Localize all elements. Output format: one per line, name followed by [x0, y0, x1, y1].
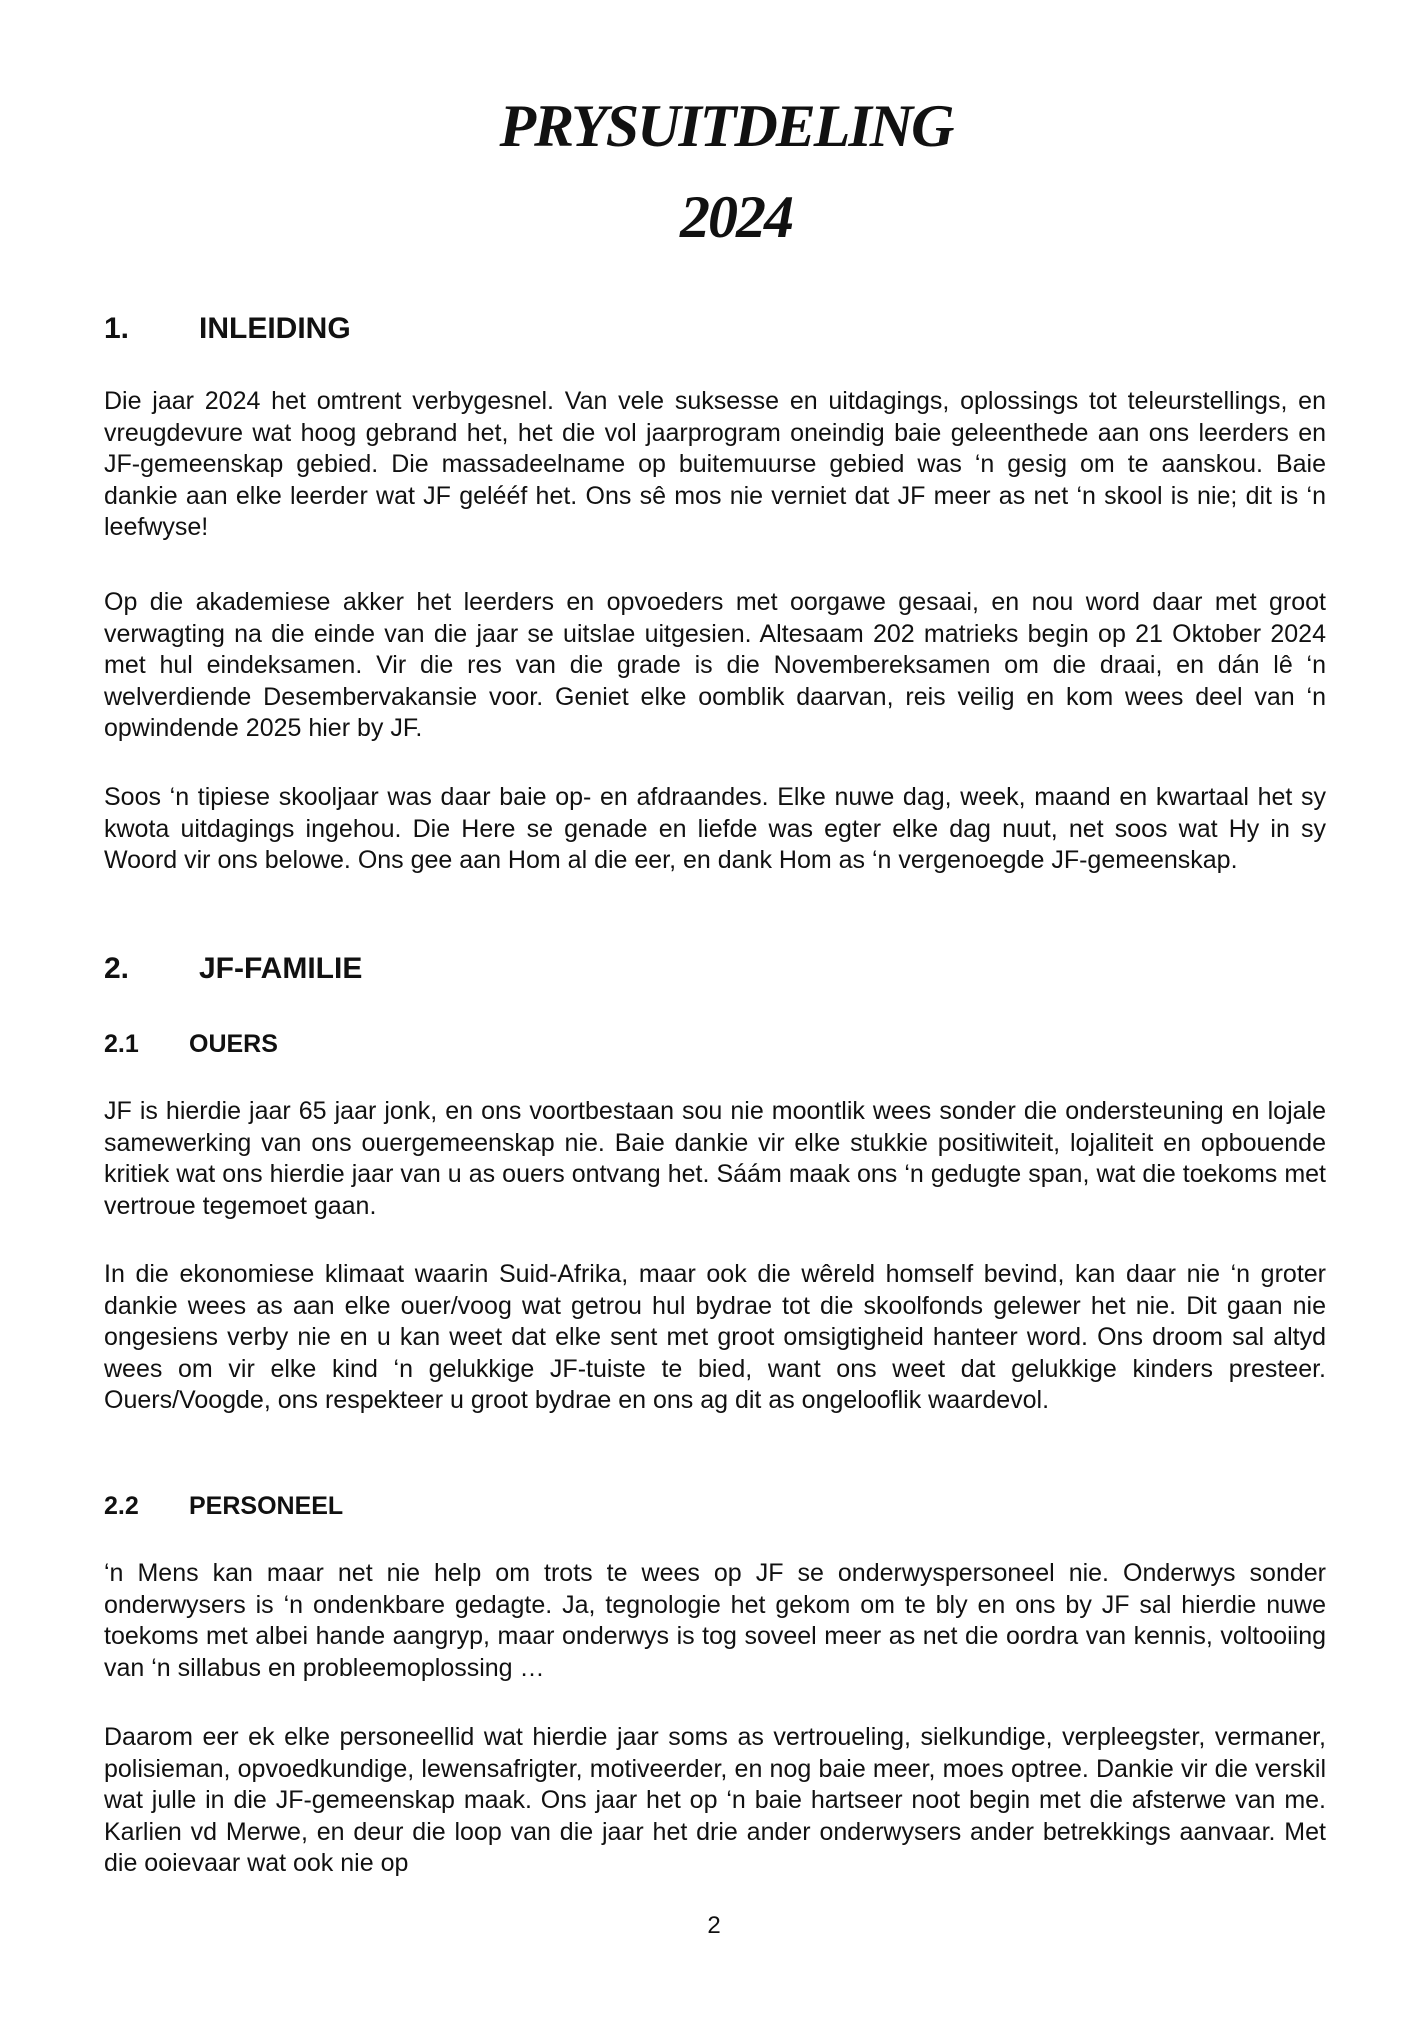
paragraph: Soos ‘n tipiese skooljaar was daar baie op- en afdraandes. Elke nuwe dag, week, maand en kwartaal het sy kwota uitdagings ingehou. Die Here se genade en liefde was egter elke dag nuut, net soos wat Hy in sy Woord vir ons belowe. Ons gee aan Hom al die eer, en dank Hom as ‘n vergenoegde JF-gemeenskap.	[104, 783, 1326, 875]
page-number: 2	[707, 1912, 721, 1939]
subsection-heading-personeel	[104, 1492, 343, 1521]
section-number: 2.	[104, 952, 130, 985]
document-title: PRYSUITDELING	[499, 93, 953, 159]
section-title: INLEIDING	[199, 312, 351, 345]
paragraph: JF is hierdie jaar 65 jaar jonk, en ons voortbestaan sou nie moontlik wees sonder die ondersteuning en lojale samewerking van ons ouergemeenskap nie. Baie dankie vir elke stukkie positiwiteit, lojaliteit en opbouende kritiek wat ons hierdie jaar van u as ouers ontvang het. Sáám maak ons ‘n gedugte span, wat die toekoms met vertroue tegemoet gaan.	[104, 1097, 1326, 1220]
paragraph: In die ekonomiese klimaat waarin Suid-Afrika, maar ook die wêreld homself bevind, kan daar nie ‘n groter dankie wees as aan elke ouer/voog wat getrou hul bydrae tot die skoolfonds gelewer het nie. Dit gaan nie ongesiens verby nie en u kan weet dat elke sent met groot omsigtigheid hanteer word. Ons droom sal altyd wees om vir elke kind ‘n gelukkige JF-tuiste te bied, want ons weet dat gelukkige kinders presteer. Ouers/Voogde, ons respekteer u groot bydrae en ons ag dit as ongelooflik waardevol.	[104, 1260, 1326, 1415]
section-number: 1.	[104, 312, 130, 345]
subsection-title: PERSONEEL	[189, 1492, 344, 1520]
paragraph: Op die akademiese akker het leerders en opvoeders met oorgawe gesaai, en nou word daar met groot verwagting na die einde van die jaar se uitslae uitgesien. Altesaam 202 matrieks begin op 21 Oktober 2024 met hul eindeksamen. Vir die res van die grade is die Novembereksamen om die draai, en dán lê ‘n welverdiende Desembervakansie voor. Geniet elke oomblik daarvan, reis veilig en kom wees deel van ‘n opwindende 2025 hier by JF.	[104, 588, 1326, 743]
section-title: JF-FAMILIE	[199, 952, 363, 985]
subsection-number: 2.2	[104, 1492, 139, 1520]
subsection-heading-ouers	[104, 1030, 278, 1059]
paragraph: ‘n Mens kan maar net nie help om trots te wees op JF se onderwyspersoneel nie. Onderwys sonder onderwysers is ‘n ondenkbare gedagte. Ja, tegnologie het gekom om te bly en ons by JF sal hierdie nuwe toekoms met albei hande aangryp, maar onderwys is tog soveel meer as net die oordra van kennis, voltooiing van ‘n sillabus en probleemoplossing …	[104, 1559, 1326, 1682]
paragraph: Die jaar 2024 het omtrent verbygesnel. Van vele suksesse en uitdagings, oplossings tot teleurstellings, en vreugdevure wat hoog gebrand het, het die vol jaarprogram oneindig baie geleenthede aan ons leerders en JF-gemeenskap gebied. Die massadeelname op buitemuurse gebied was ‘n gesig om te aanskou. Baie dankie aan elke leerder wat JF gelééf het. Ons sê mos nie verniet dat JF meer as net ‘n skool is nie; dit is ‘n leefwyse!	[104, 387, 1326, 542]
subsection-number: 2.1	[104, 1030, 139, 1058]
section-heading-jf-familie	[104, 952, 362, 986]
section-heading-inleiding	[104, 312, 351, 346]
paragraph: Daarom eer ek elke personeellid wat hierdie jaar soms as vertroueling, sielkundige, verpleegster, vermaner, polisieman, opvoedkundige, lewensafrigter, motiveerder, en nog baie meer, moes optree. Dankie vir die verskil wat julle in die JF-gemeenskap maak. Ons jaar het op ‘n baie hartseer noot begin met die afsterwe van me. Karlien vd Merwe, en deur die loop van die jaar het drie ander onderwysers ander betrekkings aanvaar. Met die ooievaar wat ook nie op	[104, 1723, 1326, 1878]
document-title-year: 2024	[680, 184, 792, 250]
subsection-title: OUERS	[189, 1030, 278, 1058]
